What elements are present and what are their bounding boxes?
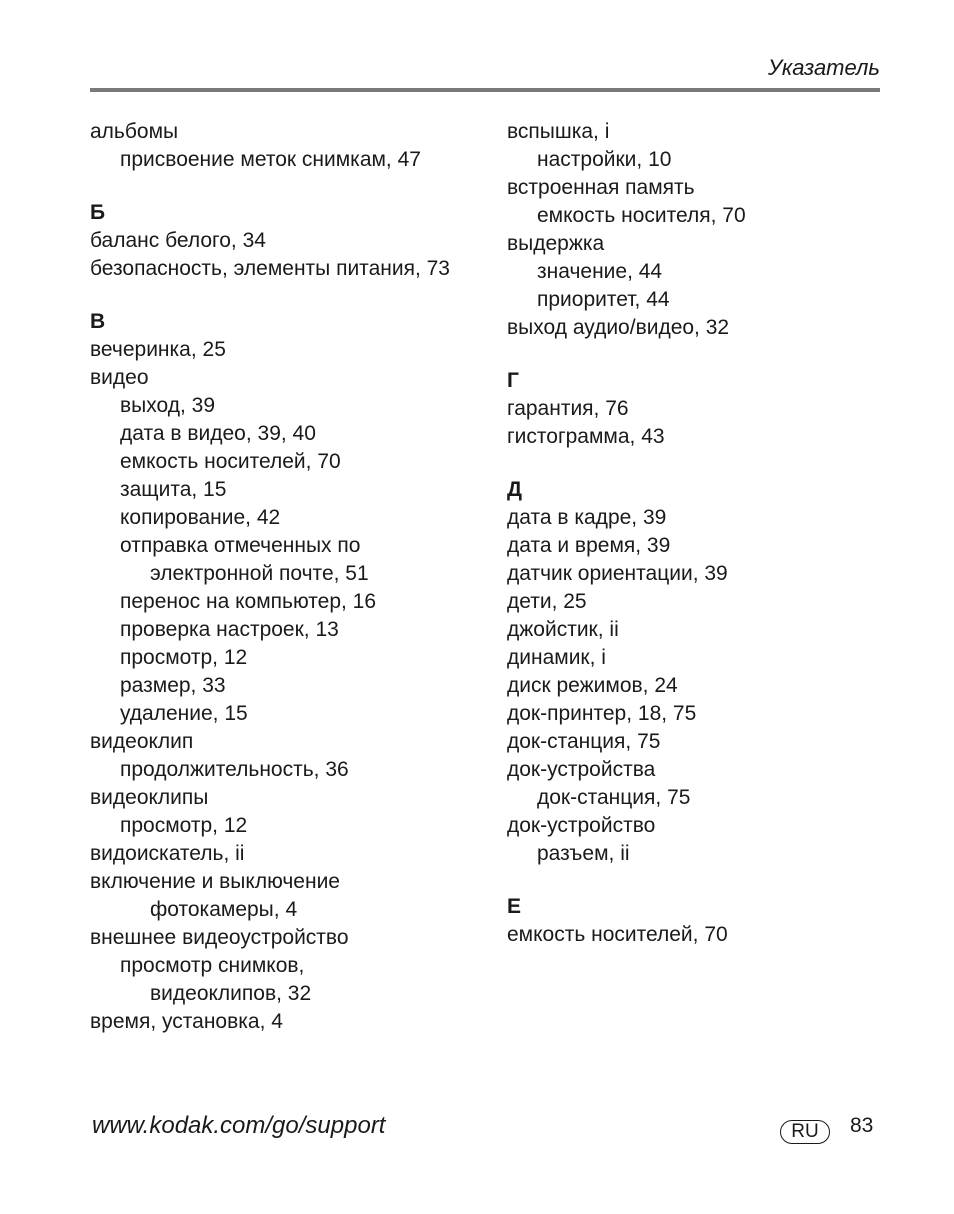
header-title: Указатель [768, 55, 880, 80]
index-subentry: электронной почте, 51 [150, 562, 369, 585]
index-subentry: размер, 33 [120, 674, 226, 697]
index-subentry: просмотр снимков, [120, 954, 305, 977]
index-entry: видеоклип [90, 730, 194, 753]
index-subentry: защита, 15 [120, 478, 227, 501]
index-entry: альбомы [90, 120, 179, 143]
index-subentry: продолжительность, 36 [120, 758, 349, 781]
index-subentry: перенос на компьютер, 16 [120, 590, 377, 613]
index-entry: баланс белого, 34 [90, 229, 266, 252]
index-entry: диск режимов, 24 [507, 674, 678, 697]
index-entry: дата в кадре, 39 [507, 506, 667, 529]
index-entry: включение и выключение [90, 870, 340, 893]
index-subentry: просмотр, 12 [120, 646, 248, 669]
index-subentry: емкость носителей, 70 [120, 450, 341, 473]
index-subentry: док-станция, 75 [537, 786, 691, 809]
index-entry: встроенная память [507, 176, 695, 199]
index-subentry: удаление, 15 [120, 702, 248, 725]
index-subentry: емкость носителя, 70 [537, 204, 746, 227]
index-entry: время, установка, 4 [90, 1010, 283, 1033]
index-entry: вспышка, i [507, 120, 610, 143]
index-section-letter: Е [507, 895, 522, 918]
index-entry: безопасность, элементы питания, 73 [90, 257, 450, 280]
index-subentry: разъем, ii [537, 842, 630, 865]
index-subentry: фотокамеры, 4 [150, 898, 298, 921]
index-subentry: значение, 44 [537, 260, 663, 283]
language-badge: RU [780, 1120, 830, 1144]
index-subentry: просмотр, 12 [120, 814, 248, 837]
index-entry: дети, 25 [507, 590, 587, 613]
index-entry: док-станция, 75 [507, 730, 661, 753]
index-entry: гарантия, 76 [507, 397, 629, 420]
index-column-right [507, 118, 887, 949]
index-entry: емкость носителей, 70 [507, 923, 728, 946]
index-section-letter: Г [507, 369, 519, 392]
index-entry: гистограмма, 43 [507, 425, 665, 448]
index-entry: док-устройство [507, 814, 656, 837]
index-subentry: видеоклипов, 32 [150, 982, 312, 1005]
index-entry: джойстик, ii [507, 618, 619, 641]
header-rule [90, 88, 880, 92]
index-entry: док-принтер, 18, 75 [507, 702, 697, 725]
index-subentry: приоритет, 44 [537, 288, 670, 311]
index-entry: выдержка [507, 232, 605, 255]
index-entry: датчик ориентации, 39 [507, 562, 728, 585]
index-column-left [90, 118, 490, 1036]
index-entry: видоискатель, ii [90, 842, 245, 865]
index-entry: вечеринка, 25 [90, 338, 226, 361]
index-entry: дата и время, 39 [507, 534, 671, 557]
index-subentry: отправка отмеченных по [120, 534, 361, 557]
index-section-letter: Б [90, 201, 106, 224]
page-number: 83 [850, 1114, 874, 1137]
index-section-letter: Д [507, 478, 522, 501]
index-subentry: проверка настроек, 13 [120, 618, 339, 641]
index-subentry: настройки, 10 [537, 148, 672, 171]
index-subentry: копирование, 42 [120, 506, 281, 529]
index-entry: видеоклипы [90, 786, 209, 809]
index-entry: видео [90, 366, 149, 389]
index-entry: динамик, i [507, 646, 606, 669]
index-entry: док-устройства [507, 758, 656, 781]
index-entry: внешнее видеоустройство [90, 926, 349, 949]
footer-url: www.kodak.com/go/support [92, 1112, 386, 1139]
index-subentry: присвоение меток снимкам, 47 [120, 148, 421, 171]
index-section-letter: В [90, 310, 106, 333]
index-subentry: выход, 39 [120, 394, 216, 417]
index-subentry: дата в видео, 39, 40 [120, 422, 316, 445]
index-entry: выход аудио/видео, 32 [507, 316, 730, 339]
